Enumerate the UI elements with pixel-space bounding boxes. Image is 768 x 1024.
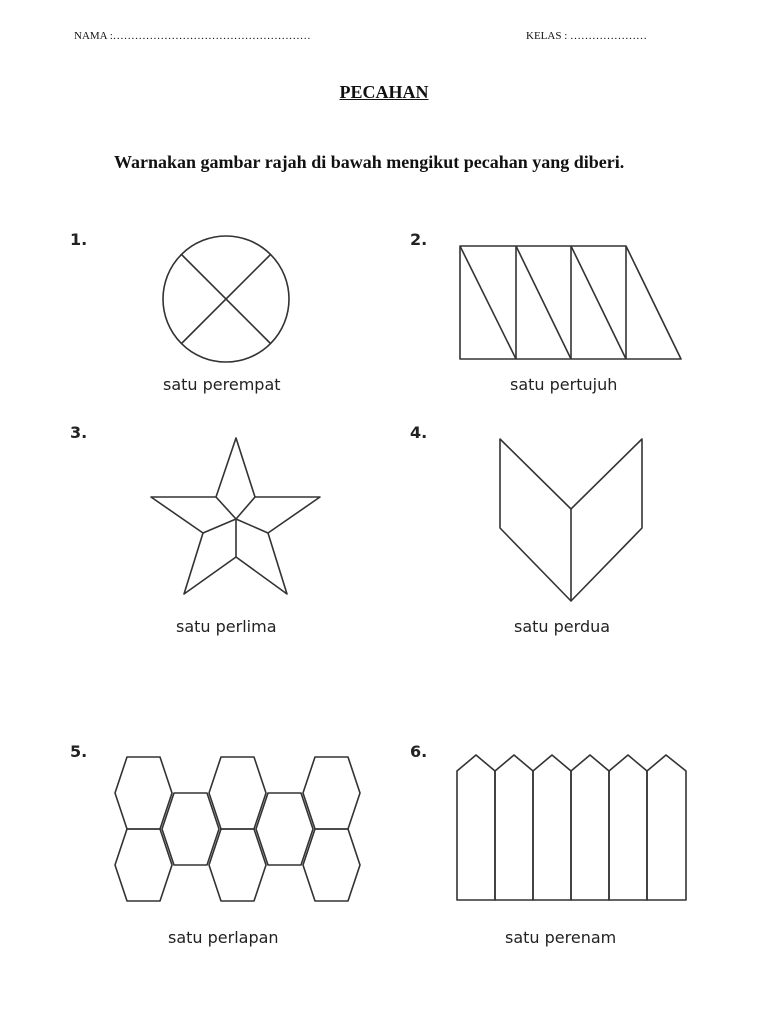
figure-star-fifths [151, 438, 320, 594]
figure-hexagon-eighths [115, 757, 360, 901]
page-title: PECAHAN [339, 82, 429, 102]
class-field-label: KELAS : ………………… [526, 30, 647, 42]
item-3-caption: satu perlima [176, 617, 277, 636]
item-6-caption: satu perenam [505, 928, 617, 947]
item-4-caption: satu perdua [514, 617, 611, 636]
figure-parallelogram-sevenths [460, 246, 681, 359]
item-5-caption: satu perlapan [168, 928, 279, 947]
item-6-number: 6. [410, 742, 428, 761]
item-5-number: 5. [70, 742, 88, 761]
instruction-text: Warnakan gambar rajah di bawah mengikut pecahan yang diberi. [114, 152, 625, 172]
figure-fence-sixths [457, 755, 686, 900]
item-2-number: 2. [410, 230, 428, 249]
item-3-number: 3. [70, 423, 88, 442]
name-field-label: NAMA :……………………………………………… [74, 30, 311, 42]
figure-chevron-halves [500, 439, 642, 601]
item-1-caption: satu perempat [163, 375, 281, 394]
figure-circle-quarters [163, 236, 289, 362]
item-4-number: 4. [410, 423, 428, 442]
item-1-number: 1. [70, 230, 88, 249]
item-2-caption: satu pertujuh [510, 375, 618, 394]
